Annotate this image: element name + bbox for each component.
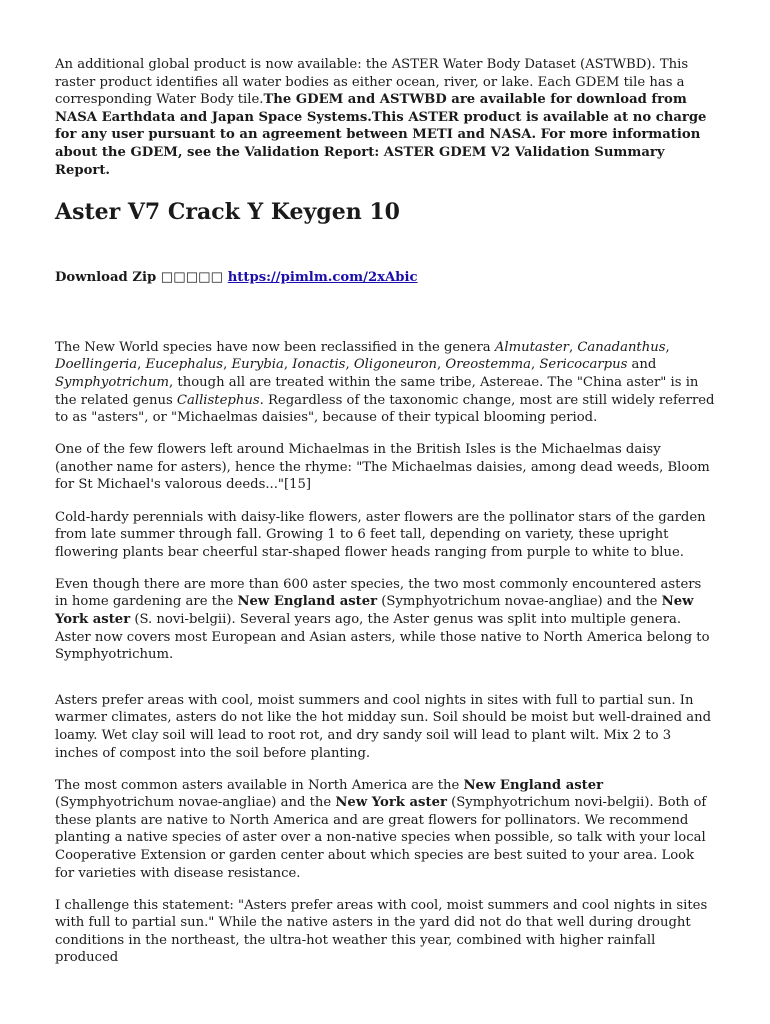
- text: The New World species have now been reclassified in the genera: [55, 339, 495, 355]
- separator: ,: [437, 357, 446, 373]
- paragraph-species: [55, 576, 715, 664]
- paragraph-challenge: I challenge this statement: "Asters prefer areas with cool, moist summers and cool nights in sites with full to partial sun." While the native asters in the yard did not do that well during drought conditions in the northeast, the ultra-hot weather this year, combined with higher rainfall produced: [55, 897, 708, 966]
- download-label: Download Zip: [55, 270, 157, 286]
- separator: ,: [223, 357, 232, 373]
- genus-name: Doellingeria: [55, 357, 138, 373]
- intro-paragraph: [55, 56, 715, 179]
- genus-name: Symphyotrichum: [55, 374, 170, 390]
- paragraph-cold-hardy: Cold-hardy perennials with daisy-like flowers, aster flowers are the pollinator stars of the garden from late summer through fall. Growing 1 to 6 feet tall, depending on variety, these upright flowering plants bear cheerful star-shaped flower heads ranging from purple to white to blue.: [55, 509, 706, 560]
- text: (Symphyotrichum novae-angliae) and the: [377, 594, 662, 610]
- genus-name: Eucephalus: [145, 357, 224, 373]
- bold-term: New York aster: [335, 795, 447, 811]
- genus-name: Oreostemma: [445, 357, 531, 373]
- genus-name: Sericocarpus: [539, 357, 628, 373]
- separator: ,: [568, 339, 578, 355]
- bold-term: New England aster: [237, 594, 378, 610]
- text: (Symphyotrichum novae-angliae) and the: [55, 795, 336, 811]
- paragraph-reclassification: [55, 339, 715, 427]
- text: , though all are treated within the same tribe, Astereae. The "China aster" is in the related genus: [55, 374, 699, 408]
- separator: ,: [137, 357, 146, 373]
- separator: ,: [665, 339, 670, 355]
- text: (S. novi-belgii). Several years ago, the Aster genus was split into multiple genera. Aster now covers most European and Asian asters, while those native to North America belong to Symphyotrichum.: [55, 611, 710, 663]
- page-title: Aster V7 Crack Y Keygen 10: [55, 199, 400, 226]
- genus-name: Callistephus: [176, 392, 260, 408]
- bold-term: New England aster: [463, 777, 604, 793]
- genus-name: Oligoneuron: [353, 357, 437, 373]
- separator: ,: [531, 357, 540, 373]
- separator: ,: [345, 357, 354, 373]
- separator: and: [627, 357, 657, 373]
- genus-name: Almutaster: [494, 339, 569, 355]
- genus-name: Eurybia: [231, 357, 284, 373]
- intro-text: An additional global product is now available: the ASTER Water Body Dataset (ASTWBD). This raster product identifies all water bodies as either ocean, river, or lake. Each GDEM tile has a corresponding Water Body tile.: [55, 57, 689, 108]
- paragraph-common-asters: [55, 777, 715, 883]
- download-link[interactable]: https://pimlm.com/2xAbic: [227, 270, 418, 286]
- intro-bold-text: The GDEM and ASTWBD are available for download from NASA Earthdata and Japan Space Systems.This ASTER product is available at no charge for any user pursuant to an agreement between METI and NASA. For more information about the GDEM, see the Validation Report: ASTER GDEM V2 Validation Summary Report.: [55, 92, 707, 178]
- bold-term: New York aster: [55, 594, 694, 627]
- separator: ,: [283, 357, 293, 373]
- download-line: [55, 269, 715, 287]
- text: Even though there are more than 600 aster species, the two most commonly encountered asters in home gardening are the: [55, 576, 702, 610]
- genus-name: Canadanthus: [577, 339, 666, 355]
- text: The most common asters available in North America are the: [55, 777, 464, 793]
- download-glyphs: □□□□□: [160, 270, 224, 286]
- paragraph-michaelmas: One of the few flowers left around Michaelmas in the British Isles is the Michaelmas daisy (another name for asters), hence the rhyme: "The Michaelmas daisies, among dead weeds, Bloom for St Michael's valorous deeds..."[15]: [55, 442, 710, 493]
- paragraph-growing-conditions: Asters prefer areas with cool, moist summers and cool nights in sites with full to partial sun. In warmer climates, asters do not like the hot midday sun. Soil should be moist but well-drained and loamy. Wet clay soil will lead to root rot, and dry sandy soil will lead to plant wilt. Mix 2 to 3 inches of compost into the soil before planting.: [55, 692, 712, 761]
- text: . Regardless of the taxonomic change, most are still widely referred to as "asters", or "Michaelmas daisies", because of their typical blooming period.: [55, 392, 715, 426]
- genus-name: Ionactis: [292, 357, 346, 373]
- document-page: [55, 56, 715, 967]
- text: (Symphyotrichum novi-belgii). Both of these plants are native to North America and are great flowers for pollinators. We recommend planting a native species of aster over a non-native species when possible, so talk with your local Cooperative Extension or garden center about which species are best suited to your area. Look for varieties with disease resistance.: [55, 795, 707, 881]
